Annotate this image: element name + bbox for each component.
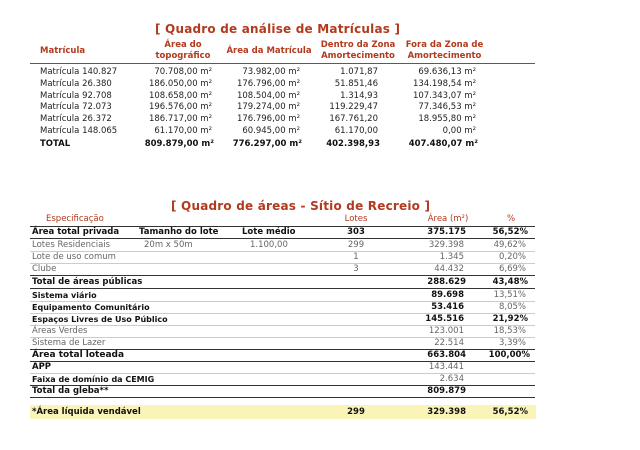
app-area: 143.441 [428,362,464,372]
lazer-area: 22.514 [434,338,464,348]
row-fora: 134.198,54 m² [412,79,476,89]
verdes-pct: 18,53% [493,326,526,336]
row-area-matricula: 73.982,00 m² [242,67,300,77]
comunitario-area: 53.416 [431,302,464,312]
row-matricula: Matrícula 92.708 [40,91,112,101]
header-area-topo-line1: Área do [164,40,202,50]
verdes-area: 123.001 [428,326,464,336]
row-matricula: Matrícula 72.073 [40,102,112,112]
row-area-matricula: 60.945,00 m² [242,126,300,136]
uso-comum-label: Lote de uso comum [32,252,116,262]
row-area-topo: 186.050,00 m² [148,79,212,89]
header-fora-zona [402,40,487,62]
total-dentro: 402.398,93 [326,139,380,149]
publicas-pct: 43,48% [492,277,528,287]
clube-lotes: 3 [353,264,359,274]
gleba-area: 809.879 [427,386,466,396]
row-area-topo: 70.708,00 m² [154,67,212,77]
loteada-area: 663.804 [427,350,466,360]
total-fora: 407.480,07 m² [408,139,478,149]
header-pct: % [506,214,516,224]
livres-area: 145.516 [425,314,464,324]
lote-medio-label: Lote médio [242,227,296,237]
vendavel-lotes: 299 [347,407,365,417]
row-divider [30,288,535,289]
clube-area: 44.432 [434,264,464,274]
app-label: APP [32,362,52,372]
comunitario-label: Equipamento Comunitário [32,303,150,312]
privada-area: 375.175 [427,227,466,237]
row-fora: 0,00 m² [442,126,476,136]
vendavel-pct: 56,52% [492,407,528,417]
row-area-matricula: 179.274,00 m² [236,102,300,112]
verdes-label: Áreas Verdes [32,326,88,336]
gleba-label: Total da gleba** [32,386,109,396]
row-fora: 107.343,07 m² [412,91,476,101]
header-matricula: Matrícula [40,46,86,56]
viario-area: 89.698 [431,290,464,300]
row-dentro: 1.071,87 [340,67,378,77]
lazer-pct: 3,39% [498,338,526,348]
header-fora-line1: Fora da Zona de [405,40,484,50]
vendavel-area: 329.398 [427,407,466,417]
row-area-topo: 196.576,00 m² [148,102,212,112]
uso-comum-pct: 0,20% [498,252,526,262]
header-dentro-line1: Dentro da Zona [320,40,396,50]
row-area-matricula: 176.796,00 m² [236,114,300,124]
publicas-area: 288.629 [427,277,466,287]
clube-pct: 6,69% [498,264,526,274]
residenciais-label: Lotes Residenciais [32,240,111,250]
areas-title: [ Quadro de áreas - Sítio de Recreio ] [171,199,431,213]
residenciais-pct: 49,62% [493,240,526,250]
header-fora-line2: Amortecimento [407,51,482,61]
header-especificacao: Especificação [46,214,104,224]
residenciais-area: 329.398 [428,240,464,250]
livres-pct: 21,92% [492,314,528,324]
header-lotes: Lotes [344,214,368,224]
row-dentro: 61.170,00 [334,126,378,136]
row-area-topo: 61.170,00 m² [154,126,212,136]
row-area-topo: 186.717,00 m² [148,114,212,124]
residenciais-lotes: 299 [347,240,365,250]
row-divider [30,238,535,239]
livres-label: Espaços Livres de Uso Público [32,315,168,324]
vendavel-label: *Área líquida vendável [32,407,141,417]
row-dentro: 51.851,46 [334,79,378,89]
row-fora: 77.346,53 m² [418,102,476,112]
lazer-label: Sistema de Lazer [32,338,106,348]
loteada-pct: 100,00% [488,350,530,360]
matriculas-title: [ Quadro de análise de Matrículas ] [155,22,401,36]
row-divider [30,275,535,276]
total-area-matricula: 776.297,00 m² [232,139,302,149]
privada-label: Área total privada [32,227,120,237]
privada-lotes: 303 [347,227,365,237]
publicas-label: Total de áreas públicas [32,277,143,287]
matriculas-header-rule [30,63,535,64]
row-dentro: 1.314,93 [340,91,378,101]
header-area: Área (m²) [427,214,469,224]
row-fora: 18.955,80 m² [418,114,476,124]
row-area-matricula: 176.796,00 m² [236,79,300,89]
row-dentro: 167.761,20 [329,114,378,124]
privada-pct: 56,52% [492,227,528,237]
tamanho-lote-label: Tamanho do lote [139,227,219,237]
viario-label: Sistema viário [32,291,97,300]
row-fora: 69.636,13 m² [418,67,476,77]
row-matricula: Matrícula 140.827 [40,67,118,77]
row-area-matricula: 108.504,00 m² [236,91,300,101]
row-area-topo: 108.658,00 m² [148,91,212,101]
residenciais-medio: 1.100,00 [250,240,288,250]
residenciais-tamanho: 20m x 50m [144,240,193,250]
row-matricula: Matrícula 26.372 [40,114,112,124]
total-label: TOTAL [40,139,71,149]
header-dentro-zona [318,40,398,62]
comunitario-pct: 8,05% [498,302,526,312]
clube-label: Clube [32,264,57,274]
header-area-matricula: Área da Matrícula [226,46,312,56]
loteada-label: Área total loteada [32,350,125,360]
cemig-area: 2.634 [439,374,464,384]
row-matricula: Matrícula 148.065 [40,126,118,136]
cemig-label: Faixa de domínio da CEMIG [32,375,155,384]
viario-pct: 13,51% [493,290,526,300]
row-divider [30,397,535,398]
header-area-topo-line2: topográfico [155,51,211,61]
row-dentro: 119.229,47 [329,102,378,112]
header-dentro-line2: Amortecimento [321,51,395,61]
total-area-topo: 809.879,00 m² [144,139,214,149]
row-matricula: Matrícula 26.380 [40,79,112,89]
uso-comum-area: 1.345 [439,252,464,262]
header-area-topografico [148,40,218,62]
uso-comum-lotes: 1 [353,252,359,262]
